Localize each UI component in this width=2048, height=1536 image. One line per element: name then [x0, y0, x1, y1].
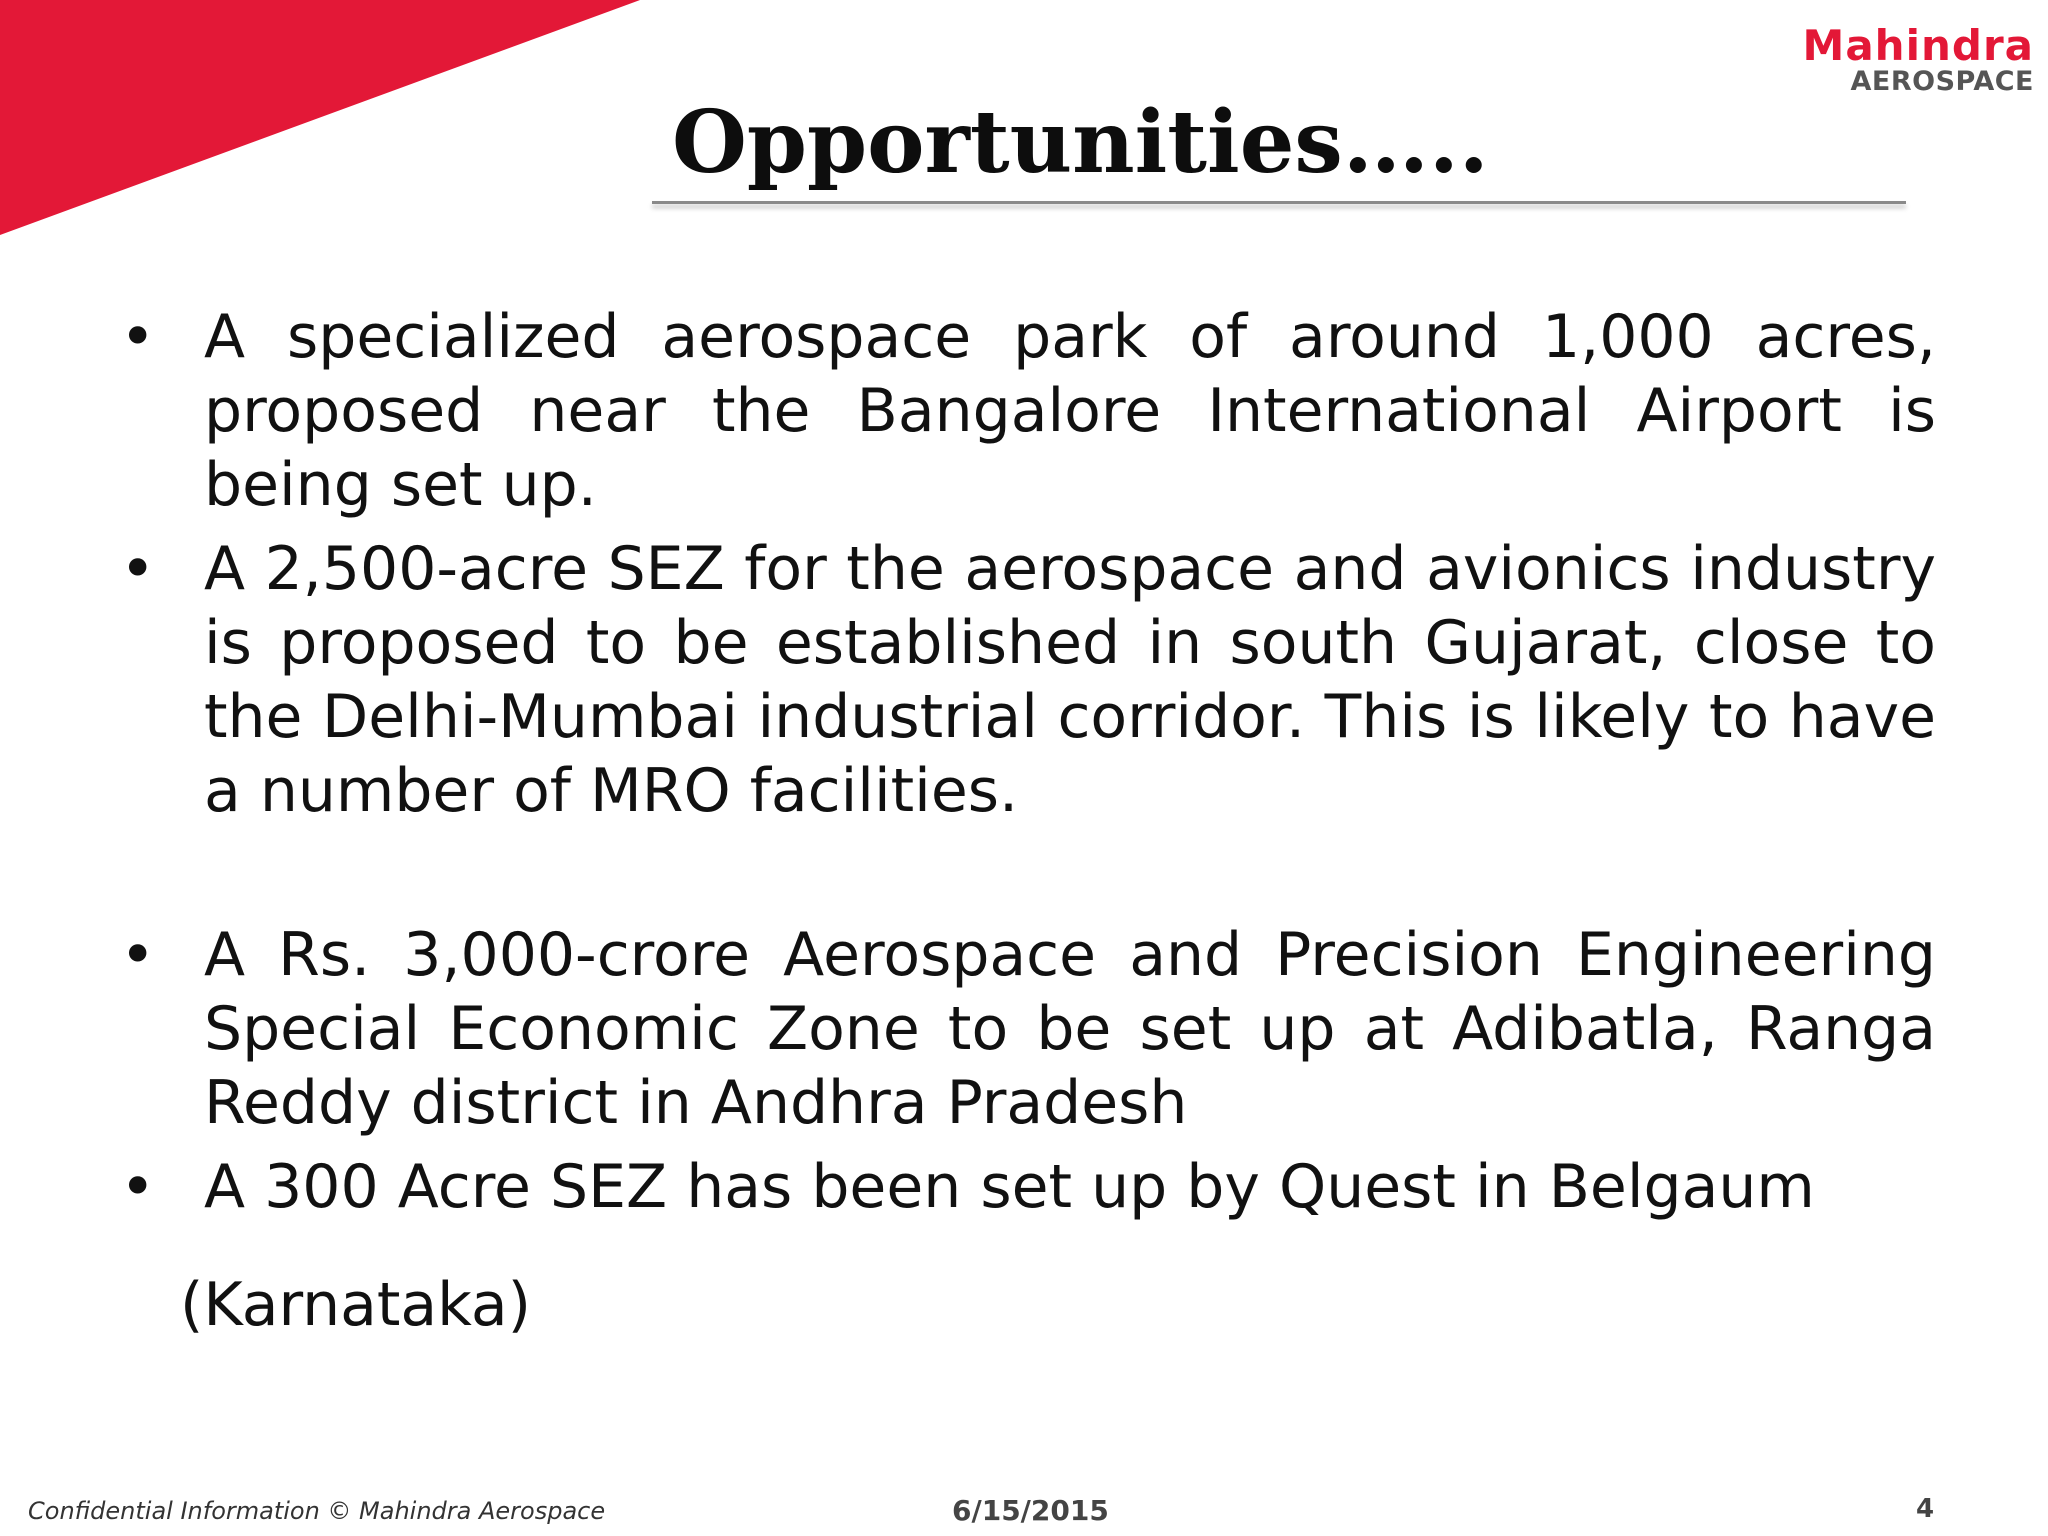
- bullet-marker: •: [120, 920, 156, 990]
- bullet-text: A specialized aerospace park of around 1,000 acres, proposed near the Bangalore International Airport is being set up.: [204, 302, 1936, 520]
- red-swoosh-decoration: [0, 0, 700, 250]
- bullet-continuation: (Karnataka): [180, 1270, 532, 1340]
- footer-confidential: Confidential Information © Mahindra Aerospace: [28, 1497, 606, 1525]
- logo-brand: Mahindra: [1802, 21, 2034, 70]
- slide-title: Opportunities…..: [672, 92, 1489, 193]
- mahindra-aerospace-logo: [1754, 21, 2034, 97]
- bullet-text: A 2,500-acre SEZ for the aerospace and avionics industry is proposed to be established in south Gujarat, close to the Delhi-Mumbai industrial corridor. This is likely to have a number of MRO facilities.: [204, 534, 1936, 826]
- bullet-text: A Rs. 3,000-crore Aerospace and Precision Engineering Special Economic Zone to be set up at Adibatla, Ranga Reddy district in Andhra Pradesh: [204, 920, 1936, 1138]
- bullet-text: A 300 Acre SEZ has been set up by Quest in Belgaum: [204, 1152, 1815, 1222]
- bullet-marker: •: [120, 534, 156, 604]
- bullet-marker: •: [120, 1152, 156, 1222]
- footer-date: 6/15/2015: [952, 1494, 1109, 1527]
- bullet-item: [120, 918, 1936, 1140]
- bullet-item: [120, 1150, 1936, 1224]
- bullet-list: [120, 300, 1936, 1234]
- bullet-item: [120, 532, 1936, 828]
- bullet-marker: •: [120, 302, 156, 372]
- logo-subtitle: AEROSPACE: [1850, 66, 2034, 97]
- title-underline: [652, 201, 1906, 204]
- swoosh-red-band: [0, 0, 640, 235]
- footer-page-number: 4: [1916, 1494, 1935, 1524]
- bullet-item: [120, 300, 1936, 522]
